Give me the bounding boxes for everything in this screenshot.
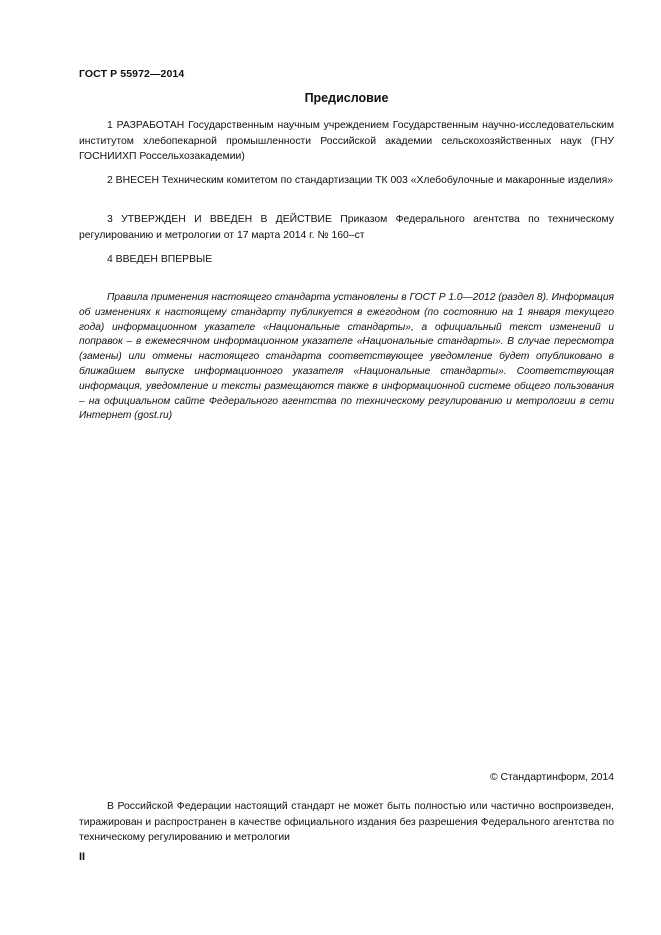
preface-item-3: 3 УТВЕРЖДЕН И ВВЕДЕН В ДЕЙСТВИЕ Приказом Федерального агентства по техническому регулированию и метрологии от 17 марта 2014 г. № 160–ст (79, 214, 614, 241)
preface-item-4: 4 ВВЕДЕН ВПЕРВЫЕ (107, 254, 213, 265)
document-code: ГОСТ Р 55972—2014 (79, 68, 185, 80)
page-number: II (79, 851, 86, 863)
page-title: Предисловие (304, 91, 389, 105)
copyright-notice: © Стандартинформ, 2014 (489, 772, 614, 783)
application-rules-note: Правила применения настоящего стандарта установлены в ГОСТ Р 1.0—2012 (раздел 8). Информация об изменениях к настоящему стандарту публикуется в ежегодном (по состоянию на 1 января текущего года) информационном указателе «Национальные стандарты», а официальный текст изменений и поправок – в ежемесячном информационном указателе «Национальные стандарты». В случае пересмотра (замены) или отмены настоящего стандарта соответствующее уведомление будет опубликовано в ближайшем выпуске информационного указателя «Национальные стандарты». Соответствующая информация, уведомление и тексты размещаются также в информационной системе общего пользования – на официальном сайте Федерального агентства по техническому регулированию и метрологии в сети Интернет (gost.ru) (79, 292, 614, 422)
preface-item-1: 1 РАЗРАБОТАН Государственным научным учреждением Государственным научно-исследовательским институтом хлебопекарной промышленности Российской академии сельскохозяйственных наук (ГНУ ГОСНИИХП Россельхозакадемии) (79, 120, 614, 162)
legal-notice: В Российской Федерации настоящий стандарт не может быть полностью или частично воспроизведен, тиражирован и распространен в качестве официального издания без разрешения Федерального агентства по техническому регулированию и метрологии (79, 801, 614, 843)
preface-item-2: 2 ВНЕСЕН Техническим комитетом по стандартизации ТК 003 «Хлебобулочные и макаронные изделия» (107, 175, 614, 186)
